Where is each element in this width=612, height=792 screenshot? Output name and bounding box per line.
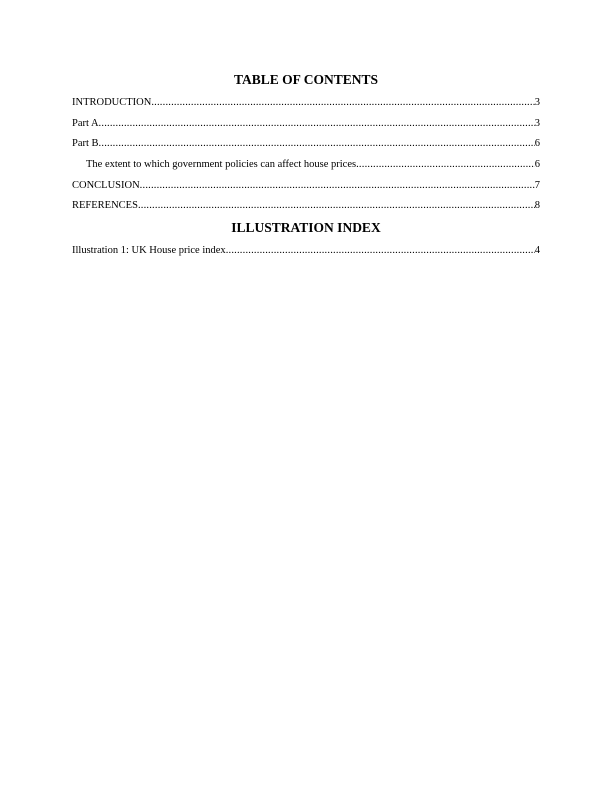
toc-title: TABLE OF CONTENTS: [233, 72, 379, 87]
illustration-index-title: ILLUSTRATION INDEX: [231, 220, 381, 235]
toc-entry-page: 6: [534, 159, 540, 170]
toc-entry-part-b[interactable]: [72, 137, 540, 151]
toc-entry-label: Part B: [72, 138, 99, 149]
dot-leader: [138, 199, 535, 213]
dot-leader: [356, 158, 535, 172]
toc-entry-label: Part A: [72, 118, 99, 129]
illustration-entry-page: 4: [534, 245, 540, 256]
toc-entry-introduction[interactable]: [72, 96, 540, 110]
toc-entry-label: REFERENCES: [72, 200, 138, 211]
illustration-entry-label: Illustration 1: UK House price index: [72, 245, 226, 256]
toc-entry-conclusion[interactable]: [72, 179, 540, 193]
toc-entry-page: 6: [534, 138, 540, 149]
toc-entry-label: INTRODUCTION: [72, 97, 152, 108]
toc-entry-page: 3: [534, 97, 540, 108]
dot-leader: [99, 117, 535, 131]
illustration-entry-1[interactable]: [72, 244, 540, 258]
toc-entry-references[interactable]: [72, 199, 540, 213]
toc-entry-page: 7: [534, 180, 540, 191]
dot-leader: [226, 244, 535, 258]
toc-entry-page: 3: [534, 118, 540, 129]
dot-leader: [140, 179, 535, 193]
dot-leader: [99, 137, 535, 151]
dot-leader: [151, 96, 534, 110]
toc-entry-label: CONCLUSION: [72, 180, 140, 191]
toc-entry-page: 8: [534, 200, 540, 211]
toc-entry-government-policies[interactable]: [86, 158, 540, 172]
toc-entry-label: The extent to which government policies can affect house prices: [86, 159, 357, 170]
toc-entry-part-a[interactable]: [72, 117, 540, 131]
